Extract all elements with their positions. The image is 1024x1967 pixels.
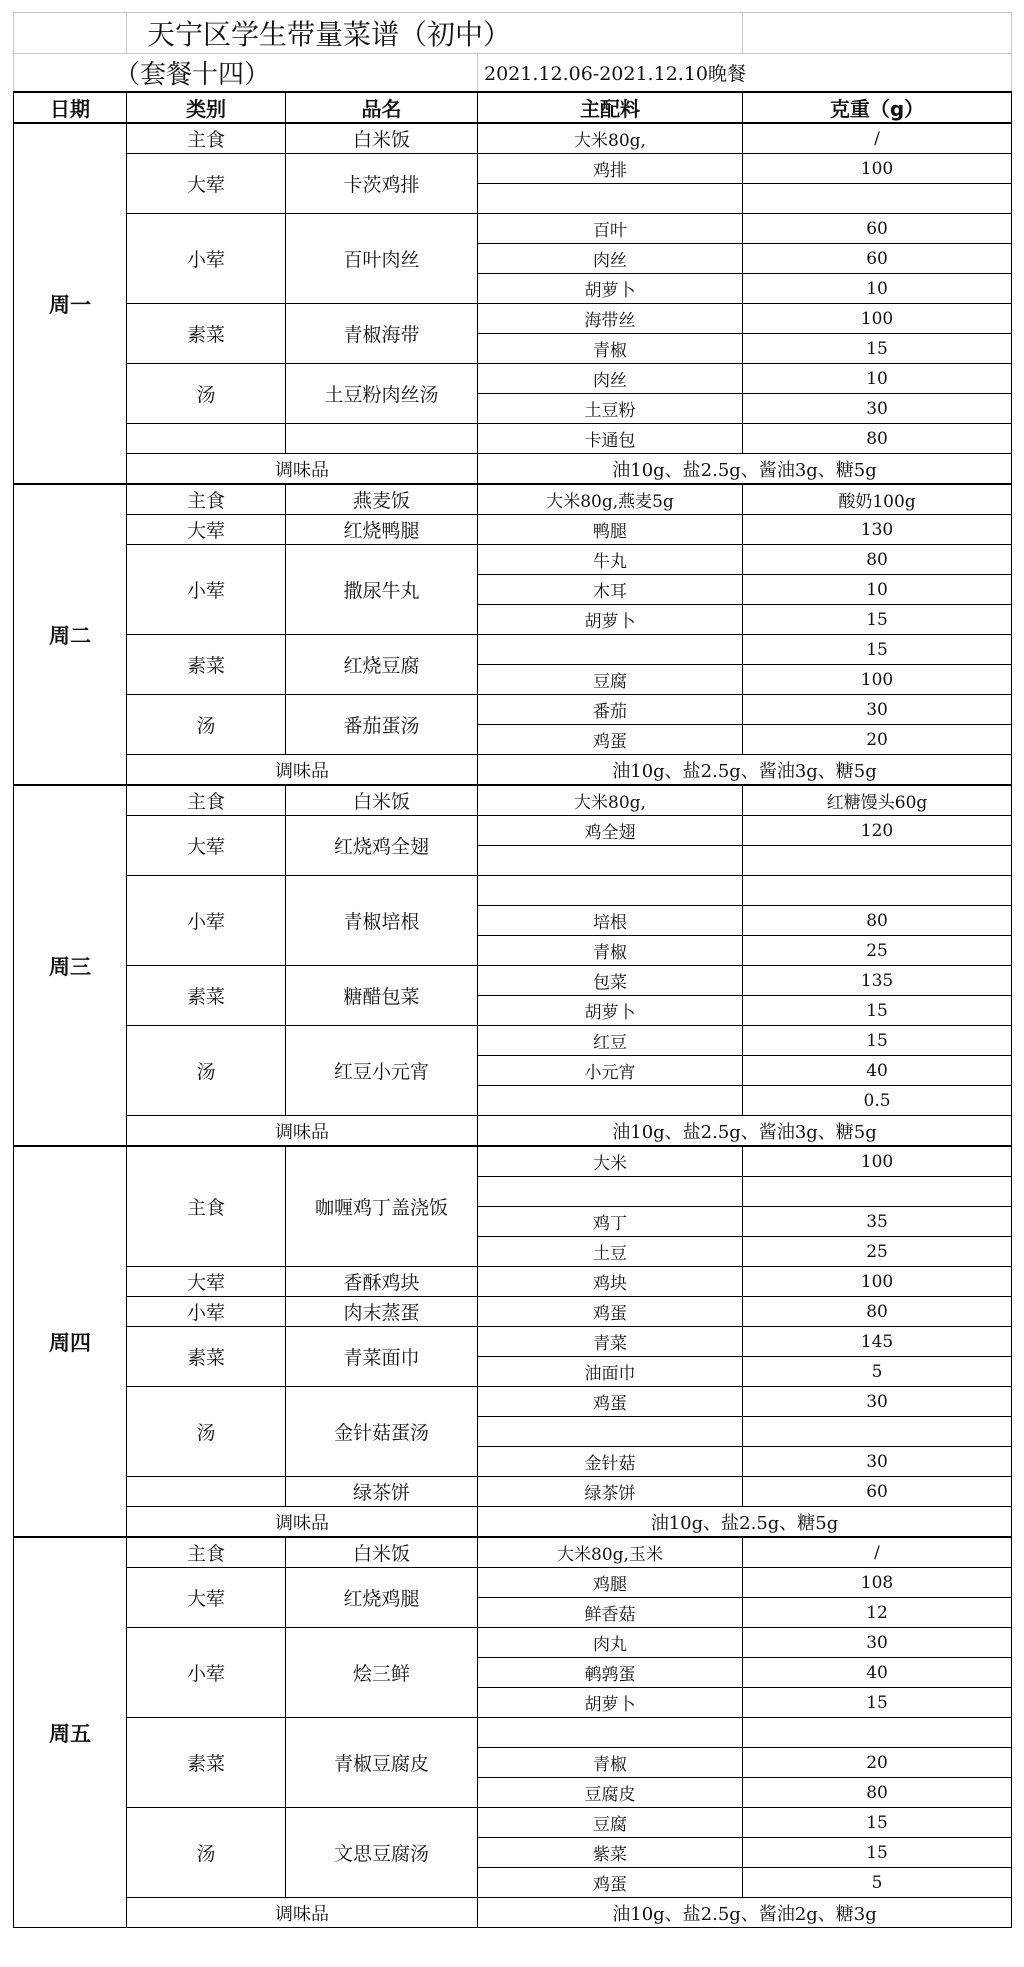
table-row <box>14 635 1012 665</box>
ingredient-cell: 卡通包 <box>478 424 743 454</box>
header-dish: 品名 <box>286 92 478 123</box>
ingredient-cell: 鲜香菇 <box>478 1598 743 1628</box>
ingredient-cell: 大米80g, <box>478 785 743 816</box>
dish-cell: 百叶肉丝 <box>286 214 478 304</box>
weight-cell: 40 <box>743 1056 1012 1086</box>
table-row <box>14 484 1012 515</box>
dish-cell: 白米饭 <box>286 1537 478 1568</box>
ingredient-cell: 胡萝卜 <box>478 1688 743 1718</box>
ingredient-cell: 豆腐 <box>478 1808 743 1838</box>
table-row <box>14 816 1012 846</box>
dish-cell: 红烧豆腐 <box>286 635 478 695</box>
category-cell <box>127 424 286 454</box>
ingredient-cell: 油面巾 <box>478 1357 743 1387</box>
ingredient-cell: 海带丝 <box>478 304 743 334</box>
dish-cell: 香酥鸡块 <box>286 1267 478 1297</box>
ingredient-cell: 大米80g, <box>478 123 743 154</box>
dish-cell: 燕麦饭 <box>286 484 478 515</box>
weight-cell: 15 <box>743 1808 1012 1838</box>
weight-cell: 12 <box>743 1598 1012 1628</box>
seasoning-value: 油10g、盐2.5g、酱油3g、糖5g <box>478 454 1012 485</box>
table-row <box>14 1568 1012 1598</box>
weight-cell: 15 <box>743 605 1012 635</box>
ingredient-cell: 肉丝 <box>478 244 743 274</box>
weight-cell: / <box>743 123 1012 154</box>
ingredient-cell: 青椒 <box>478 1748 743 1778</box>
weight-cell: 15 <box>743 1838 1012 1868</box>
weight-cell: 20 <box>743 1748 1012 1778</box>
table-row <box>14 695 1012 725</box>
table-row <box>14 876 1012 906</box>
weight-cell: 60 <box>743 214 1012 244</box>
table-row <box>14 515 1012 545</box>
weight-cell: 100 <box>743 154 1012 184</box>
seasoning-label: 调味品 <box>127 1116 478 1147</box>
weight-cell: 15 <box>743 996 1012 1026</box>
table-row <box>14 966 1012 996</box>
dish-cell: 番茄蛋汤 <box>286 695 478 755</box>
weight-cell: 30 <box>743 394 1012 424</box>
weight-cell: 红糖馒头60g <box>743 785 1012 816</box>
weight-cell <box>743 1417 1012 1447</box>
ingredient-cell: 包菜 <box>478 966 743 996</box>
dish-cell: 土豆粉肉丝汤 <box>286 364 478 424</box>
seasoning-value: 油10g、盐2.5g、酱油3g、糖5g <box>478 1116 1012 1147</box>
category-cell: 大荤 <box>127 515 286 545</box>
weight-cell <box>743 184 1012 214</box>
seasoning-row <box>14 454 1012 485</box>
weight-cell: 0.5 <box>743 1086 1012 1116</box>
table-row <box>14 304 1012 334</box>
ingredient-cell: 土豆粉 <box>478 394 743 424</box>
weight-cell <box>743 1177 1012 1207</box>
seasoning-value: 油10g、盐2.5g、酱油2g、糖3g <box>478 1898 1012 1928</box>
ingredient-cell: 牛丸 <box>478 545 743 575</box>
dish-cell: 红烧鸡全翅 <box>286 816 478 876</box>
seasoning-row <box>14 755 1012 786</box>
category-cell: 主食 <box>127 1146 286 1267</box>
category-cell: 汤 <box>127 1808 286 1898</box>
header-ingredients: 主配料 <box>478 92 743 123</box>
day-cell: 周五 <box>14 1537 127 1928</box>
weight-cell: 100 <box>743 1267 1012 1297</box>
weight-cell: 15 <box>743 1688 1012 1718</box>
weight-cell: 35 <box>743 1207 1012 1237</box>
weight-cell: 15 <box>743 334 1012 364</box>
ingredient-cell <box>478 1417 743 1447</box>
day-cell: 周三 <box>14 785 127 1146</box>
table-row <box>14 364 1012 394</box>
table-row <box>14 123 1012 154</box>
category-cell: 主食 <box>127 484 286 515</box>
dish-cell: 白米饭 <box>286 123 478 154</box>
seasoning-label: 调味品 <box>127 1507 478 1538</box>
category-cell: 素菜 <box>127 966 286 1026</box>
header-category: 类别 <box>127 92 286 123</box>
ingredient-cell <box>478 1086 743 1116</box>
dish-cell: 青椒豆腐皮 <box>286 1718 478 1808</box>
weight-cell: 酸奶100g <box>743 484 1012 515</box>
weight-cell: 25 <box>743 936 1012 966</box>
ingredient-cell: 鸡蛋 <box>478 1868 743 1898</box>
weight-cell: 15 <box>743 635 1012 665</box>
ingredient-cell: 土豆 <box>478 1237 743 1267</box>
category-cell: 小荤 <box>127 214 286 304</box>
category-cell: 素菜 <box>127 304 286 364</box>
ingredient-cell <box>478 846 743 876</box>
category-cell: 大荤 <box>127 1568 286 1628</box>
weight-cell: 30 <box>743 1447 1012 1477</box>
table-row <box>14 1718 1012 1748</box>
weight-cell: 80 <box>743 424 1012 454</box>
ingredient-cell: 肉丝 <box>478 364 743 394</box>
ingredient-cell: 鸭腿 <box>478 515 743 545</box>
weight-cell: 25 <box>743 1237 1012 1267</box>
category-cell: 素菜 <box>127 635 286 695</box>
dish-cell: 肉末蒸蛋 <box>286 1297 478 1327</box>
seasoning-value: 油10g、盐2.5g、糖5g <box>478 1507 1012 1538</box>
seasoning-row <box>14 1507 1012 1538</box>
table-row <box>14 1327 1012 1357</box>
category-cell: 汤 <box>127 695 286 755</box>
ingredient-cell: 肉丸 <box>478 1628 743 1658</box>
table-row <box>14 1297 1012 1327</box>
weight-cell: 120 <box>743 816 1012 846</box>
table-row <box>14 1387 1012 1417</box>
header-weight: 克重（g） <box>743 92 1012 123</box>
ingredient-cell: 鸡蛋 <box>478 1297 743 1327</box>
category-cell: 素菜 <box>127 1327 286 1387</box>
dish-cell: 红烧鸡腿 <box>286 1568 478 1628</box>
weight-cell: 135 <box>743 966 1012 996</box>
category-cell: 小荤 <box>127 545 286 635</box>
ingredient-cell: 豆腐 <box>478 665 743 695</box>
ingredient-cell: 鸡丁 <box>478 1207 743 1237</box>
weight-cell: 80 <box>743 545 1012 575</box>
menu-table <box>13 12 1012 1928</box>
weight-cell: 40 <box>743 1658 1012 1688</box>
weight-cell: 60 <box>743 244 1012 274</box>
category-cell: 小荤 <box>127 1297 286 1327</box>
set-menu-label: （套餐十四） <box>14 54 478 93</box>
weight-cell: 80 <box>743 1297 1012 1327</box>
ingredient-cell: 鸡全翅 <box>478 816 743 846</box>
category-cell: 汤 <box>127 1387 286 1477</box>
category-cell: 大荤 <box>127 816 286 876</box>
ingredient-cell: 大米80g,玉米 <box>478 1537 743 1568</box>
table-row <box>14 1537 1012 1568</box>
ingredient-cell: 胡萝卜 <box>478 996 743 1026</box>
seasoning-label: 调味品 <box>127 454 478 485</box>
weight-cell <box>743 876 1012 906</box>
table-row <box>14 785 1012 816</box>
category-cell: 主食 <box>127 1537 286 1568</box>
menu-table-body <box>14 13 1012 1928</box>
weight-cell <box>743 1718 1012 1748</box>
category-cell: 主食 <box>127 785 286 816</box>
seasoning-label: 调味品 <box>127 1898 478 1928</box>
dish-cell: 绿茶饼 <box>286 1477 478 1507</box>
title-row <box>14 13 1012 54</box>
dish-cell: 金针菇蛋汤 <box>286 1387 478 1477</box>
dish-cell: 白米饭 <box>286 785 478 816</box>
ingredient-cell: 鸡蛋 <box>478 725 743 755</box>
weight-cell: 130 <box>743 515 1012 545</box>
weight-cell: 100 <box>743 304 1012 334</box>
weight-cell: 145 <box>743 1327 1012 1357</box>
header-date: 日期 <box>14 92 127 123</box>
ingredient-cell: 番茄 <box>478 695 743 725</box>
category-cell: 小荤 <box>127 876 286 966</box>
category-cell: 小荤 <box>127 1628 286 1718</box>
weight-cell: 80 <box>743 906 1012 936</box>
seasoning-row <box>14 1898 1012 1928</box>
weight-cell <box>743 846 1012 876</box>
subtitle-row <box>14 54 1012 93</box>
ingredient-cell: 鸡腿 <box>478 1568 743 1598</box>
ingredient-cell: 培根 <box>478 906 743 936</box>
seasoning-value: 油10g、盐2.5g、酱油3g、糖5g <box>478 755 1012 786</box>
ingredient-cell: 豆腐皮 <box>478 1778 743 1808</box>
dish-cell: 咖喱鸡丁盖浇饭 <box>286 1146 478 1267</box>
seasoning-row <box>14 1116 1012 1147</box>
ingredient-cell <box>478 635 743 665</box>
ingredient-cell: 金针菇 <box>478 1447 743 1477</box>
weight-cell: 15 <box>743 1026 1012 1056</box>
ingredient-cell: 鹌鹑蛋 <box>478 1658 743 1688</box>
dish-cell: 糖醋包菜 <box>286 966 478 1026</box>
ingredient-cell <box>478 1718 743 1748</box>
date-range: 2021.12.06-2021.12.10晚餐 <box>478 54 1012 93</box>
weight-cell: 20 <box>743 725 1012 755</box>
ingredient-cell <box>478 184 743 214</box>
title-blank-cell <box>14 13 127 54</box>
title-blank-cell <box>743 13 1012 54</box>
weight-cell: 100 <box>743 1146 1012 1177</box>
ingredient-cell: 木耳 <box>478 575 743 605</box>
weight-cell: 5 <box>743 1868 1012 1898</box>
ingredient-cell: 小元宵 <box>478 1056 743 1086</box>
ingredient-cell: 大米80g,燕麦5g <box>478 484 743 515</box>
ingredient-cell: 胡萝卜 <box>478 274 743 304</box>
day-cell: 周四 <box>14 1146 127 1537</box>
weight-cell: 108 <box>743 1568 1012 1598</box>
weight-cell: 30 <box>743 695 1012 725</box>
dish-cell: 青菜面巾 <box>286 1327 478 1387</box>
dish-cell: 烩三鲜 <box>286 1628 478 1718</box>
table-row <box>14 154 1012 184</box>
ingredient-cell: 青椒 <box>478 334 743 364</box>
weight-cell: / <box>743 1537 1012 1568</box>
ingredient-cell: 胡萝卜 <box>478 605 743 635</box>
weight-cell: 10 <box>743 274 1012 304</box>
category-cell <box>127 1477 286 1507</box>
category-cell: 汤 <box>127 1026 286 1116</box>
category-cell: 素菜 <box>127 1718 286 1808</box>
category-cell: 汤 <box>127 364 286 424</box>
weight-cell: 30 <box>743 1387 1012 1417</box>
dish-cell: 青椒海带 <box>286 304 478 364</box>
dish-cell <box>286 424 478 454</box>
day-cell: 周二 <box>14 484 127 785</box>
table-row <box>14 214 1012 244</box>
ingredient-cell: 绿茶饼 <box>478 1477 743 1507</box>
weight-cell: 30 <box>743 1628 1012 1658</box>
table-row <box>14 1026 1012 1056</box>
ingredient-cell: 紫菜 <box>478 1838 743 1868</box>
dish-cell: 文思豆腐汤 <box>286 1808 478 1898</box>
weight-cell: 60 <box>743 1477 1012 1507</box>
dish-cell: 红烧鸭腿 <box>286 515 478 545</box>
table-row <box>14 424 1012 454</box>
day-cell: 周一 <box>14 123 127 484</box>
ingredient-cell: 青菜 <box>478 1327 743 1357</box>
weight-cell: 10 <box>743 364 1012 394</box>
dish-cell: 卡茨鸡排 <box>286 154 478 214</box>
ingredient-cell: 青椒 <box>478 936 743 966</box>
header-row <box>14 92 1012 123</box>
table-row <box>14 1477 1012 1507</box>
dish-cell: 红豆小元宵 <box>286 1026 478 1116</box>
ingredient-cell: 鸡排 <box>478 154 743 184</box>
category-cell: 主食 <box>127 123 286 154</box>
weight-cell: 5 <box>743 1357 1012 1387</box>
table-row <box>14 1146 1012 1177</box>
ingredient-cell: 鸡块 <box>478 1267 743 1297</box>
table-row <box>14 1808 1012 1838</box>
dish-cell: 撒尿牛丸 <box>286 545 478 635</box>
weight-cell: 10 <box>743 575 1012 605</box>
ingredient-cell: 大米 <box>478 1146 743 1177</box>
weight-cell: 80 <box>743 1778 1012 1808</box>
table-row <box>14 545 1012 575</box>
table-row <box>14 1628 1012 1658</box>
page-title: 天宁区学生带量菜谱（初中） <box>127 13 743 54</box>
ingredient-cell: 百叶 <box>478 214 743 244</box>
ingredient-cell <box>478 876 743 906</box>
ingredient-cell <box>478 1177 743 1207</box>
weight-cell: 100 <box>743 665 1012 695</box>
category-cell: 大荤 <box>127 1267 286 1297</box>
ingredient-cell: 红豆 <box>478 1026 743 1056</box>
ingredient-cell: 鸡蛋 <box>478 1387 743 1417</box>
seasoning-label: 调味品 <box>127 755 478 786</box>
table-row <box>14 1267 1012 1297</box>
category-cell: 大荤 <box>127 154 286 214</box>
dish-cell: 青椒培根 <box>286 876 478 966</box>
